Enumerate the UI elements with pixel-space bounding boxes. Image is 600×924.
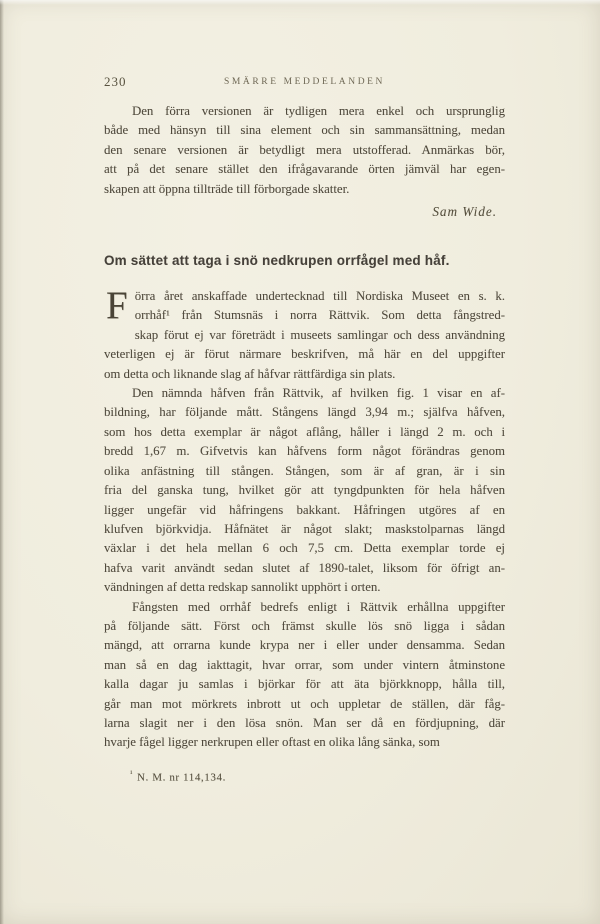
- article-paragraph: [104, 598, 505, 753]
- article-paragraph: [104, 384, 505, 597]
- text-line: olika anfästning till stången. Stången, som är af gran, är i sin: [104, 463, 505, 478]
- text-line: växlar i det hela mellan 6 och 7,5 cm. Detta exemplar torde ej: [104, 541, 505, 556]
- text-line: Den nämnda håfven från Rättvik, af hvilken fig. 1 visar en af-: [132, 386, 505, 401]
- article-title: Om sättet att taga i snö nedkrupen orrfågel med håf.: [104, 253, 450, 269]
- text-line: orrhåf¹ från Stumsnäs i norra Rättvik. Som detta fångstred-: [134, 308, 505, 323]
- text-block: [104, 74, 505, 783]
- footnote: [104, 769, 505, 784]
- text-line: bildning, har följande mått. Stångens längd 3,94 m.; själfva håfven,: [104, 405, 505, 420]
- text-line: Den förra versionen är tydligen mera enkel och ursprunglig: [132, 104, 505, 118]
- text-line: man så en dag iakttagit, hvar orrar, som under vintern åtminstone: [104, 657, 505, 672]
- drop-cap: F: [106, 284, 128, 328]
- footnote-text: N. M. nr 114,134.: [137, 771, 226, 784]
- text-line: skapen att öppna tillträde till förborgade skatter.: [104, 181, 350, 196]
- text-line: går man mot mörkrets inbrott ut och uppletar de ställen, där fåg-: [104, 696, 505, 711]
- paragraph-lines: [104, 284, 505, 384]
- text-line: på följande sätt. Först och främst skulle lös snö ligga i sådan: [104, 618, 505, 633]
- running-header: SMÄRRE MEDDELANDEN: [223, 77, 386, 87]
- text-line: skap förut ej var företrädt i museets samlingar och dess användning: [134, 327, 505, 342]
- footnote-marker: ¹: [130, 768, 133, 778]
- text-line: den senare versionen är betydligt mera utstofferad. Anmärkas bör,: [104, 142, 505, 157]
- text-line: kalla dagar ju samlas i björkar för att äta björkknopp, hålla till,: [104, 677, 505, 692]
- text-line: larna slagit ner i den lösa snön. Man ser då en fördjupning, där: [104, 715, 505, 730]
- text-line: bredd 1,67 m. Gifvetvis kan håfvens form något förändras genom: [104, 444, 505, 459]
- text-line: örra året anskaffade undertecknad till Nordiska Museet en s. k.: [134, 289, 505, 304]
- text-line: hvarje fågel ligger nerkrupen eller oftast en olika lång sänka, som: [104, 735, 440, 750]
- text-line: att på det senare stället den ifrågavarande örten jämväl har egen-: [104, 162, 505, 177]
- text-line: både med hänsyn till sina element och sin sammansättning, medan: [104, 123, 505, 138]
- article-paragraph: [104, 284, 505, 384]
- text-line: vändningen af detta redskap sannolikt upphört i orten.: [104, 580, 381, 595]
- continuation-paragraph: [104, 102, 505, 199]
- text-line: fria del ganska tung, hvilket gör att tyngdpunkten för hela håfven: [104, 483, 505, 498]
- text-line: mängd, att orrarna kunde krypa ner i eller under densamma. Sedan: [104, 638, 505, 653]
- text-line: om detta och liknande slag af håfvar rättfärdiga sin plats.: [104, 366, 396, 381]
- page-number: 230: [104, 74, 127, 89]
- text-line: ligger ungefär vid håfringens bakkant. Håfringen utgöres af en: [104, 502, 505, 517]
- text-line: som hos detta exemplar är något aflång, håller i längd 2 m. och i: [104, 424, 505, 439]
- text-line: klufven björkvidja. Håfnätet är något slakt; maskstolparnas längd: [104, 521, 505, 536]
- author-signature: Sam Wide.: [432, 204, 497, 220]
- page-header: [104, 74, 505, 90]
- text-line: Fångsten med orrhåf bedrefs enligt i Rättvik erhållna uppgifter: [132, 599, 505, 614]
- text-line: hafva varit användt sedan slutet af 1890-talet, liksom för öfrigt an-: [104, 560, 505, 575]
- text-line: veterligen ej är förut närmare beskrifven, må här en del uppgifter: [104, 347, 505, 362]
